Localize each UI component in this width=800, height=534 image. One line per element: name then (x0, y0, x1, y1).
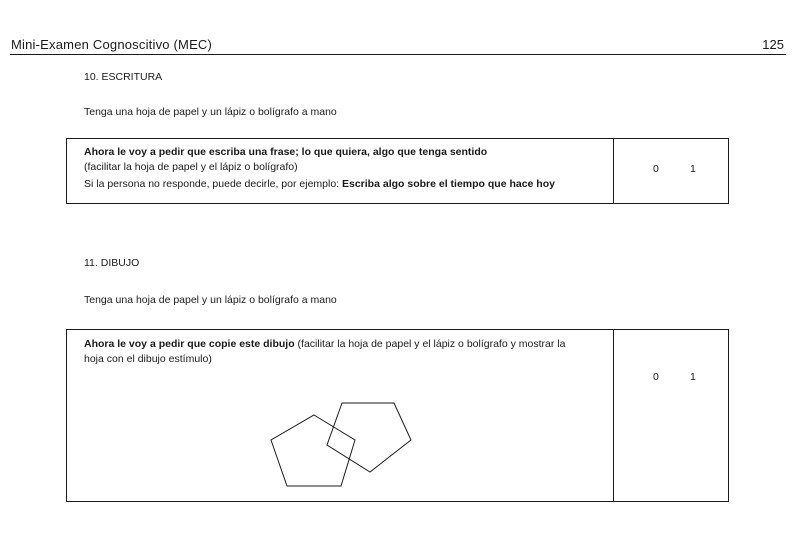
fallback-bold: Escriba algo sobre el tiempo que hace hoy (342, 178, 555, 190)
fallback-line (84, 177, 589, 192)
section-title-escritura: 10. ESCRITURA (84, 71, 163, 83)
section-title-dibujo: 11. DIBUJO (84, 257, 140, 269)
intersecting-pentagons-drawing (267, 400, 417, 490)
pentagon-left (271, 415, 355, 486)
score-option-1[interactable]: 1 (690, 163, 696, 175)
item-box-escritura (66, 138, 729, 204)
pentagon-right (327, 403, 411, 472)
item-box-dibujo (66, 329, 729, 502)
prompt-rest: (facilitar la hoja de papel y el lápiz o bolígrafo y mostrar la hoja con el dibujo estímulo) (84, 338, 566, 365)
prompt-note: (facilitar la hoja de papel y el lápiz o bolígrafo) (84, 161, 298, 173)
item-text-cell (67, 139, 614, 203)
header-divider (10, 54, 786, 55)
section-instruction-escritura: Tenga una hoja de papel y un lápiz o bolígrafo a mano (84, 106, 337, 118)
item-prompt (84, 337, 583, 367)
score-option-0[interactable]: 0 (653, 163, 659, 175)
prompt-bold: Ahora le voy a pedir que copie este dibujo (84, 338, 295, 350)
score-option-0[interactable]: 0 (653, 371, 659, 383)
fallback-text: Si la persona no responde, puede decirle, por ejemplo: (84, 178, 342, 190)
section-instruction-dibujo: Tenga una hoja de papel y un lápiz o bolígrafo a mano (84, 294, 337, 306)
prompt-bold: Ahora le voy a pedir que escriba una frase; lo que quiera, algo que tenga sentido (84, 146, 488, 158)
score-option-1[interactable]: 1 (690, 371, 696, 383)
page-number: 125 (762, 37, 784, 52)
item-text-cell (67, 330, 614, 501)
page-header-title: Mini-Examen Cognoscitivo (MEC) (11, 37, 213, 52)
item-prompt (84, 145, 589, 192)
